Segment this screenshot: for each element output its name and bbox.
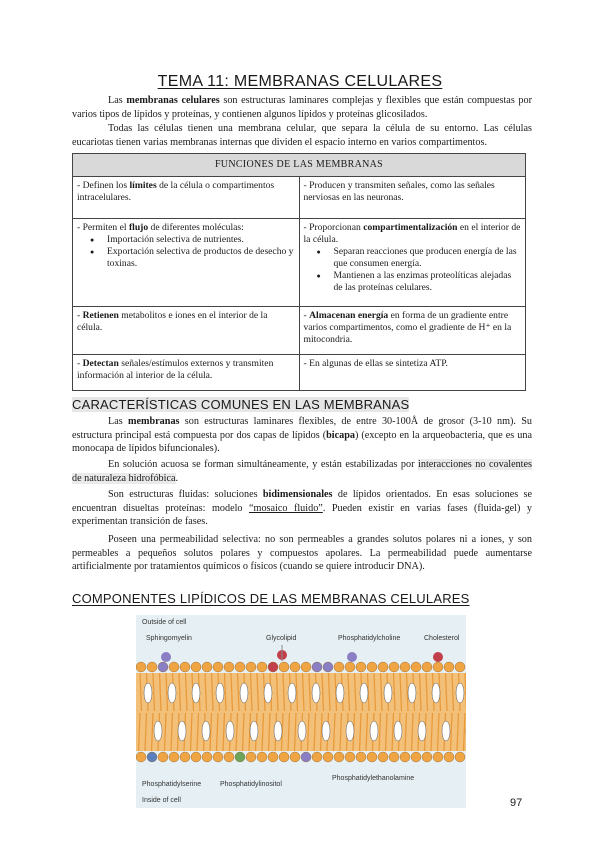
table-cell: - Proporcionan compartimentalización en el interior de la célula. ● Separan reacciones que producen energía de las que consumen energía. ● Mantienen a las enzimas proteolíticas alejadas de las proteínas celulares.	[299, 219, 526, 307]
lipid-head-outer	[136, 662, 146, 672]
lipid-head-outer	[400, 662, 410, 672]
lipid-head-inner	[180, 752, 190, 762]
lipid-head-outer	[147, 662, 157, 672]
lipid-head-inner	[147, 752, 157, 762]
list-item: ● Importación selectiva de nutrientes.	[107, 234, 295, 246]
cholesterol-label: Cholesterol	[424, 635, 460, 642]
lipid-head-inner	[235, 752, 245, 762]
lipid-head-inner	[279, 752, 289, 762]
lipid-head-inner	[246, 752, 256, 762]
lipid-head-inner	[268, 752, 278, 762]
lipid-head-outer	[202, 662, 212, 672]
cholesterol-molecule	[274, 721, 282, 741]
cholesterol-molecule	[168, 683, 176, 703]
sphingomyelin-head	[161, 652, 171, 662]
phosphatidylserine-label: Phosphatidylserine	[142, 781, 202, 788]
lipid-head-outer	[411, 662, 421, 672]
lipid-head-inner	[257, 752, 267, 762]
lipid-head-inner	[455, 752, 465, 762]
lipid-head-outer	[279, 662, 289, 672]
lipid-head-inner	[136, 752, 146, 762]
cholesterol-molecule	[202, 721, 210, 741]
cholesterol-molecule	[154, 721, 162, 741]
section-heading-characteristics: CARACTERÍSTICAS COMUNES EN LAS MEMBRANAS	[72, 397, 410, 412]
lipid-head-inner	[224, 752, 234, 762]
lipid-head-inner	[202, 752, 212, 762]
list-item: ● Separan reacciones que producen energía de las que consumen energía.	[334, 246, 522, 270]
inside-cell-label: Inside of cell	[142, 797, 181, 804]
cholesterol-molecule	[240, 683, 248, 703]
bullet-list	[304, 246, 522, 294]
lipid-head-outer	[455, 662, 465, 672]
membrane-bilayer-illustration	[136, 615, 466, 808]
phosphatidylethanolamine-label: Phosphatidylethanolamine	[332, 775, 415, 782]
lipid-head-outer	[312, 662, 322, 672]
cholesterol-molecule	[288, 683, 296, 703]
lipid-head-outer	[323, 662, 333, 672]
lipid-head-outer	[389, 662, 399, 672]
cholesterol-molecule	[144, 683, 152, 703]
cholesterol-molecule	[346, 721, 354, 741]
lipid-head-outer	[246, 662, 256, 672]
section1-paragraph-4: Poseen una permeabilidad selectiva: no son permeables a grandes solutos polares ni a iones, y son permeables a pequeños solutos polares y compuestos apolares. La permeabilidad puede aumentarse artificialmente por tratamientos químicos o físicos (cuando se quiere introducir DNA).	[72, 534, 532, 573]
table-cell: - Almacenan energía en forma de un gradiente entre varios compartimentos, como el gradiente de H⁺ en la mitocondria.	[299, 307, 526, 355]
section1-paragraph-2: En solución acuosa se forman simultáneamente, y están estabilizadas por interacciones no covalentes de naturaleza hidrofóbica.	[72, 459, 532, 484]
lipid-head-outer	[213, 662, 223, 672]
phosphatidylcholine-head	[347, 652, 357, 662]
lipid-head-outer	[268, 662, 278, 672]
section-heading-lipid-components: COMPONENTES LIPÍDICOS DE LAS MEMBRANAS CELULARES	[72, 591, 470, 606]
cholesterol-molecule	[384, 683, 392, 703]
lipid-head-inner	[158, 752, 168, 762]
lipid-head-outer	[257, 662, 267, 672]
table-cell: - Detectan señales/estímulos externos y transmiten información al interior de la célula.	[73, 355, 300, 391]
lipid-head-inner	[191, 752, 201, 762]
lipid-head-inner	[400, 752, 410, 762]
intro-paragraph-1: Las membranas celulares son estructuras laminares complejas y flexibles que están compuestas por varios tipos de lípidos y proteínas, y contienen algunos lípidos y proteínas glicosilados.	[72, 95, 532, 120]
table-cell: - Retienen metabolitos e iones en el interior de la célula.	[73, 307, 300, 355]
lipid-head-outer	[367, 662, 377, 672]
lipid-head-inner	[301, 752, 311, 762]
cholesterol-molecule	[250, 721, 258, 741]
page-title: TEMA 11: MEMBRANAS CELULARES	[157, 73, 443, 90]
lipid-head-outer	[444, 662, 454, 672]
lipid-head-outer	[290, 662, 300, 672]
cholesterol-molecule	[192, 683, 200, 703]
lipid-head-outer	[345, 662, 355, 672]
lipid-head-outer	[158, 662, 168, 672]
lipid-head-outer	[235, 662, 245, 672]
cholesterol-molecule	[178, 721, 186, 741]
lipid-head-inner	[444, 752, 454, 762]
cholesterol-molecule	[394, 721, 402, 741]
cholesterol-molecule	[456, 683, 464, 703]
lipid-head-inner	[290, 752, 300, 762]
section1-paragraph-1: Las membranas son estructuras laminares flexibles, de entre 30-100Å de grosor (3-10 nm). Su estructura principal está compuesta por dos capas de lípidos (bicapa) (excepto en la arqueobacteria, que es una monocapa de lípidos bifuncionales).	[72, 416, 532, 455]
lipid-head-inner	[345, 752, 355, 762]
lipid-head-inner	[378, 752, 388, 762]
cholesterol-molecule	[360, 683, 368, 703]
lipid-head-inner	[312, 752, 322, 762]
functions-table	[72, 153, 526, 391]
lipid-head-outer	[422, 662, 432, 672]
lipid-head-outer	[334, 662, 344, 672]
cholesterol-molecule	[370, 721, 378, 741]
lipid-head-outer	[224, 662, 234, 672]
table-cell: - Permiten el flujo de diferentes moléculas: ● Importación selectiva de nutrientes. ● Exportación selectiva de productos de desecho y toxinas.	[73, 219, 300, 307]
table-header: FUNCIONES DE LAS MEMBRANAS	[73, 154, 526, 177]
table-cell: - Definen los límites de la célula o compartimentos intracelulares.	[73, 177, 300, 219]
lipid-head-inner	[433, 752, 443, 762]
lipid-head-outer	[301, 662, 311, 672]
lipid-head-inner	[411, 752, 421, 762]
membrane-bilayer-figure	[136, 615, 466, 808]
cholesterol-head	[433, 652, 443, 662]
lipid-head-outer	[180, 662, 190, 672]
cholesterol-molecule	[336, 683, 344, 703]
cholesterol-molecule	[216, 683, 224, 703]
phosphatidylinositol-label: Phosphatidylinositol	[220, 781, 282, 788]
lipid-head-outer	[356, 662, 366, 672]
cholesterol-molecule	[226, 721, 234, 741]
list-item: ● Mantienen a las enzimas proteolíticas alejadas de las proteínas celulares.	[334, 270, 522, 294]
lipid-head-outer	[191, 662, 201, 672]
phosphatidylcholine-label: Phosphatidylcholine	[338, 635, 401, 642]
cholesterol-molecule	[312, 683, 320, 703]
lipid-head-inner	[334, 752, 344, 762]
bullet-list	[77, 234, 295, 270]
cholesterol-molecule	[408, 683, 416, 703]
lipid-head-inner	[367, 752, 377, 762]
glycolipid-label: Glycolipid	[266, 635, 297, 642]
page-number: 97	[510, 797, 523, 809]
table-cell: - En algunas de ellas se sintetiza ATP.	[299, 355, 526, 391]
table-cell: - Producen y transmiten señales, como las señales nerviosas en las neuronas.	[299, 177, 526, 219]
lipid-head-outer	[169, 662, 179, 672]
list-item: ● Exportación selectiva de productos de desecho y toxinas.	[107, 246, 295, 270]
outside-cell-label: Outside of cell	[142, 619, 187, 626]
cholesterol-molecule	[442, 721, 450, 741]
section1-paragraph-3: Son estructuras fluidas: soluciones bidimensionales de lípidos orientados. En esas soluciones se encuentran disueltas proteínas: modelo “mosaico fluido”. Pueden existir en varias fases (fluida-gel) y experimentan transición de fases.	[72, 489, 532, 528]
sphingomyelin-label: Sphingomyelin	[146, 635, 192, 642]
lipid-head-inner	[213, 752, 223, 762]
intro-paragraph-2: Todas las células tienen una membrana celular, que separa la célula de su entorno. Las células eucariotas tienen varias membranas internas que dividen el espacio interno en varios compartimentos.	[72, 123, 532, 148]
lipid-head-inner	[169, 752, 179, 762]
lipid-head-inner	[356, 752, 366, 762]
lipid-head-outer	[378, 662, 388, 672]
cholesterol-molecule	[298, 721, 306, 741]
cholesterol-molecule	[264, 683, 272, 703]
cholesterol-molecule	[432, 683, 440, 703]
cholesterol-molecule	[418, 721, 426, 741]
lipid-head-inner	[422, 752, 432, 762]
lipid-head-inner	[323, 752, 333, 762]
lipid-head-outer	[433, 662, 443, 672]
cholesterol-molecule	[322, 721, 330, 741]
lipid-head-inner	[389, 752, 399, 762]
